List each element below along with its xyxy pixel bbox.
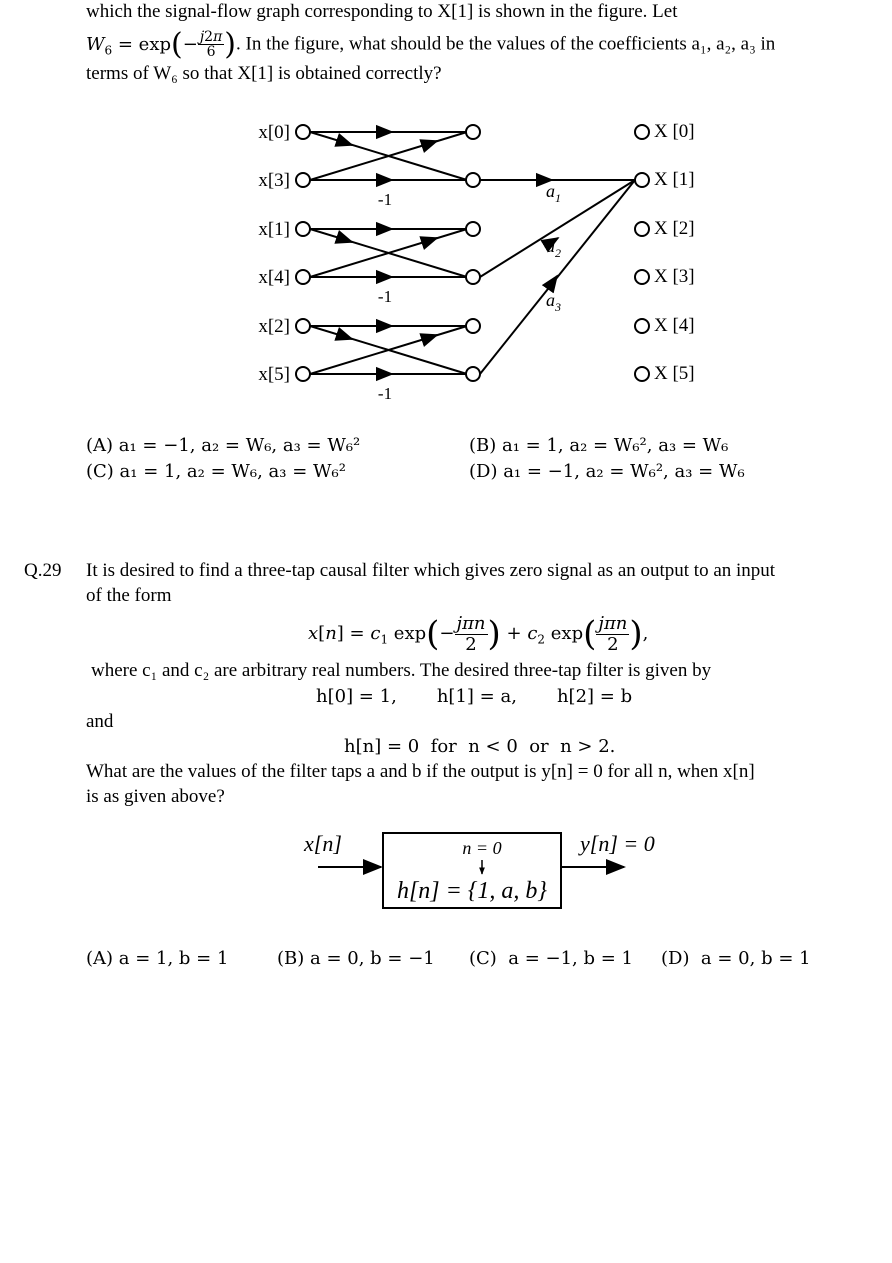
q29-text-line2: of the form <box>86 585 172 606</box>
node-in-5 <box>296 367 310 381</box>
input-label-2: x[1] <box>258 219 290 240</box>
q29-text-where: where c₁ and c₂ are arbitrary real numbers. The desired three-tap filter is given by <box>91 660 712 681</box>
output-label-0: X [0] <box>654 121 695 142</box>
node-out-4 <box>635 319 649 333</box>
q28-option-a[interactable]: (A) a₁ = −1, a₂ = W₆, a₃ = W₆² <box>86 435 361 456</box>
node-in-3 <box>296 270 310 284</box>
output-label-1: X [1] <box>654 169 695 190</box>
node-in-1 <box>296 173 310 187</box>
output-label-3: X [3] <box>654 266 695 287</box>
coef-label-a1: $a_1$ <box>546 181 561 205</box>
node-out-1 <box>635 173 649 187</box>
diagram-input-label: x[n] <box>304 831 342 856</box>
q28-option-c[interactable]: (C) a₁ = 1, a₂ = W₆, a₃ = W₆² <box>86 461 346 482</box>
coef-label-a2: $a_2$ <box>546 236 561 260</box>
minus-one-label-0: -1 <box>377 190 393 209</box>
input-label-5: x[5] <box>258 364 290 385</box>
input-label-1: x[3] <box>258 170 290 191</box>
diagram-output-label: y[n] = 0 <box>580 831 655 856</box>
node-in-0 <box>296 125 310 139</box>
q28-text-line1: which the signal-flow graph corresponding to X[1] is shown in the figure. Let <box>86 1 678 22</box>
node-in-2 <box>296 222 310 236</box>
q29-option-b[interactable]: (B) a = 0, b = −1 <box>277 948 435 969</box>
node-mid-5 <box>466 367 480 381</box>
q28-option-b[interactable]: (B) a₁ = 1, a₂ = W₆², a₃ = W₆ <box>469 435 729 456</box>
input-label-0: x[0] <box>258 122 290 143</box>
diagram-box-label: h[n] = {1, a, b} <box>396 878 548 904</box>
node-out-5 <box>635 367 649 381</box>
input-label-4: x[2] <box>258 316 290 337</box>
q29-input-equation: $x[n] = c_1$ exp(− $\frac{\text{jπn}}{2}$ ) + $c_2$ exp( $\frac{\text{jπn}}{2}$ ), <box>308 612 649 655</box>
node-mid-2 <box>466 222 480 236</box>
w6-definition: $W_6 = \exp(-$ $\frac{j2\pi}{6}$ ) <box>86 26 237 62</box>
output-label-2: X [2] <box>654 218 695 239</box>
node-mid-1 <box>466 173 480 187</box>
node-out-3 <box>635 270 649 284</box>
q29-option-a[interactable]: (A) a = 1, b = 1 <box>86 948 229 969</box>
minus-one-label-2: -1 <box>377 384 393 403</box>
q28-text-line2 <box>86 26 776 62</box>
q29-taps-equation: h[0] = 1, h[1] = a, h[2] = b <box>316 686 633 707</box>
input-label-3: x[4] <box>258 267 290 288</box>
node-mid-0 <box>466 125 480 139</box>
output-label-5: X [5] <box>654 363 695 384</box>
node-mid-3 <box>466 270 480 284</box>
node-mid-4 <box>466 319 480 333</box>
node-in-4 <box>296 319 310 333</box>
node-out-2 <box>635 222 649 236</box>
q28-text-line3: terms of W₆ so that X[1] is obtained correctly? <box>86 63 442 84</box>
q29-option-d[interactable]: (D) a = 0, b = 1 <box>661 948 811 969</box>
minus-one-label-1: -1 <box>377 287 393 306</box>
q28-text-line2-rest: . In the figure, what should be the values of the coefficients a₁, a₂, a₃ in <box>236 33 776 55</box>
q29-number: Q.29 <box>24 560 62 581</box>
q29-text-line1: It is desired to find a three-tap causal filter which gives zero signal as an output to an input <box>86 560 776 581</box>
q29-text-given: is as given above? <box>86 786 225 807</box>
q29-text-what: What are the values of the filter taps a and b if the output is y[n] = 0 for all n, when x[n] <box>86 761 755 782</box>
node-out-0 <box>635 125 649 139</box>
q28-option-d[interactable]: (D) a₁ = −1, a₂ = W₆², a₃ = W₆ <box>469 461 745 482</box>
filter-block-diagram <box>296 826 676 914</box>
diagram-n0-label: n = 0 <box>462 838 502 858</box>
q29-text-and: and <box>86 711 114 732</box>
coef-label-a3: $a_3$ <box>546 290 561 314</box>
output-label-4: X [4] <box>654 315 695 336</box>
q29-option-c[interactable]: (C) a = −1, b = 1 <box>469 948 633 969</box>
signal-flow-graph <box>240 112 720 412</box>
q29-hzero-equation: h[n] = 0 for n < 0 or n > 2. <box>344 736 616 757</box>
